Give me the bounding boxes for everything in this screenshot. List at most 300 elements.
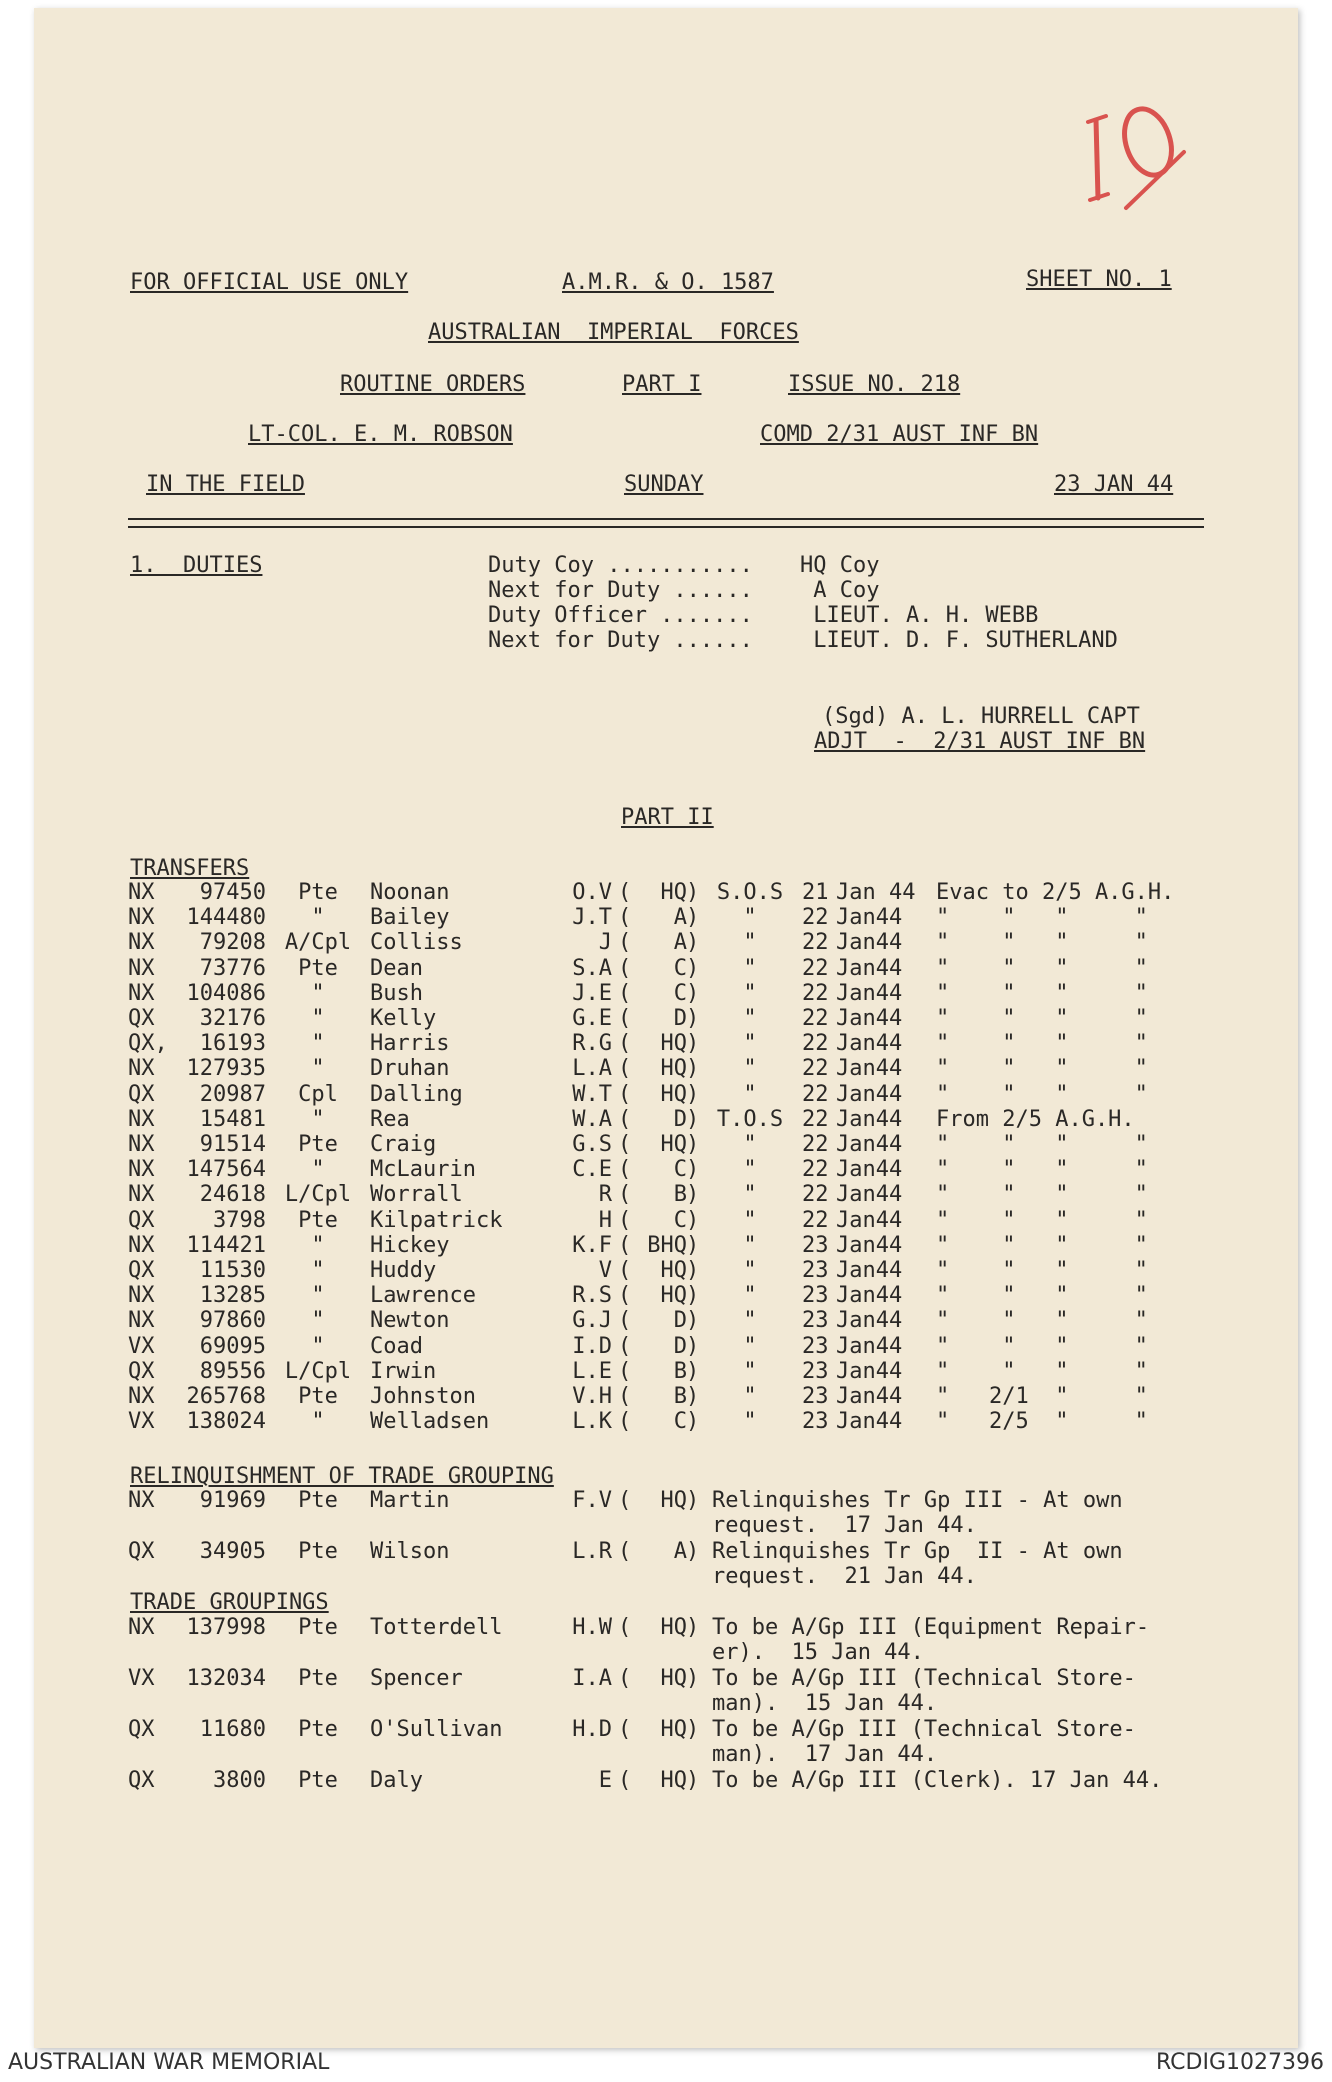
service-number: 3798 xyxy=(213,1207,266,1233)
entry-text-line1: To be A/Gp III (Equipment Repair- xyxy=(712,1615,1150,1640)
month-year: Jan44 xyxy=(836,1106,903,1132)
entry-text-line2: request. 17 Jan 44. xyxy=(712,1513,977,1538)
company: HQ xyxy=(660,1283,687,1309)
surname: Irwin xyxy=(370,1358,437,1384)
surname: Johnston xyxy=(370,1384,476,1409)
service-prefix: QX xyxy=(128,1539,155,1564)
transfer-action: From 2/5 A.G.H. xyxy=(936,1106,1135,1132)
entry-text-line2: er). 15 Jan 44. xyxy=(712,1640,924,1665)
month-year: Jan44 xyxy=(836,1182,903,1208)
close-paren: ) xyxy=(686,1615,700,1640)
initials: K.F xyxy=(572,1232,612,1258)
open-paren: ( xyxy=(618,1081,632,1107)
open-paren: ( xyxy=(618,1182,632,1208)
strength-type: S.O.S xyxy=(716,880,784,905)
close-paren: ) xyxy=(686,1132,700,1157)
day-of-month: 23 xyxy=(802,1409,829,1435)
rank: " xyxy=(311,1006,325,1031)
service-number: 91969 xyxy=(199,1488,266,1513)
open-paren: ( xyxy=(618,1768,632,1793)
transfer-action: " " " " xyxy=(936,1182,1148,1208)
close-paren: ) xyxy=(686,1157,700,1183)
company: D xyxy=(673,1333,687,1359)
initials: L.R xyxy=(572,1539,612,1564)
open-paren: ( xyxy=(618,1409,632,1435)
rank: " xyxy=(311,980,325,1006)
rank: Pte xyxy=(298,1207,338,1233)
initials: S.A xyxy=(572,955,612,981)
company: C xyxy=(673,980,687,1006)
archive-reference: RCDIG1027396 xyxy=(1155,2050,1324,2075)
close-paren: ) xyxy=(686,1308,700,1334)
initials: J.E xyxy=(572,980,612,1006)
open-paren: ( xyxy=(618,1308,632,1334)
initials: G.J xyxy=(572,1308,612,1334)
rank: Pte xyxy=(298,1488,338,1513)
month-year: Jan44 xyxy=(836,1031,903,1057)
rank: " xyxy=(311,1258,325,1283)
initials: I.D xyxy=(572,1333,612,1359)
service-prefix: NX xyxy=(128,905,155,931)
day-of-month: 22 xyxy=(802,1132,829,1157)
service-number: 79208 xyxy=(199,930,266,956)
service-prefix: QX xyxy=(128,1081,155,1107)
initials: R xyxy=(598,1182,612,1208)
day-of-month: 22 xyxy=(802,905,829,931)
company: D xyxy=(673,1308,687,1334)
company: HQ xyxy=(660,1615,687,1640)
close-paren: ) xyxy=(686,1207,700,1233)
service-prefix: NX xyxy=(128,1488,155,1513)
entry-text-line2: man). 17 Jan 44. xyxy=(712,1742,938,1767)
month-year: Jan44 xyxy=(836,955,903,981)
open-paren: ( xyxy=(618,880,632,905)
company: C xyxy=(673,1157,687,1183)
strength-type: " xyxy=(743,1081,757,1107)
strength-type: " xyxy=(743,1283,757,1309)
service-prefix: NX xyxy=(128,1056,155,1082)
service-number: 97450 xyxy=(199,880,266,905)
company: B xyxy=(673,1358,687,1384)
close-paren: ) xyxy=(686,905,700,931)
open-paren: ( xyxy=(618,1232,632,1258)
duty-label: Duty Officer ....... xyxy=(488,603,753,628)
initials: W.T xyxy=(572,1081,612,1107)
surname: Coad xyxy=(370,1333,423,1359)
surname: Craig xyxy=(370,1132,437,1157)
surname: Daly xyxy=(370,1768,423,1793)
open-paren: ( xyxy=(618,1488,632,1513)
company: HQ xyxy=(660,1056,687,1082)
surname: Dalling xyxy=(370,1081,463,1107)
strength-type: " xyxy=(743,980,757,1006)
day-of-month: 22 xyxy=(802,1207,829,1233)
day-of-month: 23 xyxy=(802,1283,829,1309)
month-year: Jan44 xyxy=(836,1157,903,1183)
service-prefix: NX xyxy=(128,955,155,981)
open-paren: ( xyxy=(618,1258,632,1283)
month-year: Jan44 xyxy=(836,1207,903,1233)
day-of-month: 22 xyxy=(802,1006,829,1031)
rank: Pte xyxy=(298,1132,338,1157)
transfer-action: " " " " xyxy=(936,1283,1148,1309)
open-paren: ( xyxy=(618,955,632,981)
initials: V xyxy=(598,1258,612,1283)
service-number: 91514 xyxy=(199,1132,266,1157)
initials: V.H xyxy=(572,1384,612,1409)
company: A xyxy=(673,930,687,956)
open-paren: ( xyxy=(618,1132,632,1157)
surname: Colliss xyxy=(370,930,463,956)
initials: I.A xyxy=(572,1666,612,1691)
day-of-month: 22 xyxy=(802,930,829,956)
initials: R.G xyxy=(572,1031,612,1057)
day-of-month: 22 xyxy=(802,955,829,981)
close-paren: ) xyxy=(686,1031,700,1057)
company: HQ xyxy=(660,1717,687,1742)
rank: L/Cpl xyxy=(284,1182,352,1208)
rank: Pte xyxy=(298,880,338,905)
day-of-month: 22 xyxy=(802,1106,829,1132)
service-prefix: NX xyxy=(128,880,155,905)
service-number: 32176 xyxy=(199,1006,266,1031)
duty-value: HQ Coy xyxy=(800,553,880,578)
duties-heading: 1. DUTIES xyxy=(130,553,263,578)
entry-text-line1: To be A/Gp III (Clerk). 17 Jan 44. xyxy=(712,1768,1163,1793)
close-paren: ) xyxy=(686,1081,700,1107)
close-paren: ) xyxy=(686,1539,700,1564)
close-paren: ) xyxy=(686,1409,700,1435)
company: HQ xyxy=(660,1488,687,1513)
month-year: Jan44 xyxy=(836,980,903,1006)
service-number: 104086 xyxy=(186,980,266,1006)
rank: " xyxy=(311,1409,325,1435)
month-year: Jan44 xyxy=(836,1258,903,1283)
trade-groupings-heading: TRADE GROUPINGS xyxy=(130,1590,329,1615)
rank: Cpl xyxy=(298,1081,338,1107)
service-number: 3800 xyxy=(213,1768,266,1793)
service-number: 13285 xyxy=(199,1283,266,1309)
rank: Pte xyxy=(298,1384,338,1409)
transfer-action: " " " " xyxy=(936,980,1148,1006)
service-number: 138024 xyxy=(186,1409,266,1435)
service-number: 69095 xyxy=(199,1333,266,1359)
close-paren: ) xyxy=(686,980,700,1006)
day-of-month: 23 xyxy=(802,1308,829,1334)
transfer-action: " " " " xyxy=(936,905,1148,931)
initials: L.K xyxy=(572,1409,612,1435)
transfer-action: " " " " xyxy=(936,1358,1148,1384)
open-paren: ( xyxy=(618,980,632,1006)
surname: Kelly xyxy=(370,1006,437,1031)
service-prefix: NX xyxy=(128,1106,155,1132)
initials: R.S xyxy=(572,1283,612,1309)
rank: " xyxy=(311,1056,325,1082)
service-number: 147564 xyxy=(186,1157,266,1183)
transfer-action: " " " " xyxy=(936,1081,1148,1107)
force-title: AUSTRALIAN IMPERIAL FORCES xyxy=(428,320,799,345)
close-paren: ) xyxy=(686,1056,700,1082)
rank: " xyxy=(311,1031,325,1057)
entry-text-line2: request. 21 Jan 44. xyxy=(712,1564,977,1589)
strength-type: " xyxy=(743,1232,757,1258)
rank: " xyxy=(311,1333,325,1359)
service-prefix: NX xyxy=(128,930,155,956)
strength-type: " xyxy=(743,1333,757,1359)
close-paren: ) xyxy=(686,955,700,981)
strength-type: T.O.S xyxy=(716,1106,784,1132)
service-prefix: QX xyxy=(128,1207,155,1233)
day: SUNDAY xyxy=(624,472,704,497)
transfer-action: " " " " xyxy=(936,930,1148,956)
surname: Totterdell xyxy=(370,1615,503,1640)
service-prefix: NX xyxy=(128,980,155,1006)
company: BHQ xyxy=(647,1232,687,1258)
transfer-action: " " " " xyxy=(936,1056,1148,1082)
open-paren: ( xyxy=(618,930,632,956)
month-year: Jan44 xyxy=(836,1358,903,1384)
header-rule-top xyxy=(128,518,1204,520)
month-year: Jan44 xyxy=(836,1006,903,1031)
strength-type: " xyxy=(743,1358,757,1384)
open-paren: ( xyxy=(618,1666,632,1691)
surname: Noonan xyxy=(370,880,450,905)
month-year: Jan44 xyxy=(836,1132,903,1157)
issue-number: ISSUE NO. 218 xyxy=(788,372,961,397)
transfer-action: " 2/1 " " xyxy=(936,1384,1148,1409)
month-year: Jan44 xyxy=(836,1409,903,1435)
service-prefix: QX xyxy=(128,1358,155,1384)
rank: " xyxy=(311,1106,325,1132)
initials: H xyxy=(598,1207,612,1233)
open-paren: ( xyxy=(618,1157,632,1183)
company: HQ xyxy=(660,1768,687,1793)
transfer-action: Evac to 2/5 A.G.H. xyxy=(936,880,1175,905)
service-prefix: QX xyxy=(128,1768,155,1793)
surname: McLaurin xyxy=(370,1157,476,1183)
duty-label: Duty Coy ........... xyxy=(488,553,753,578)
company: A xyxy=(673,1539,687,1564)
service-number: 132034 xyxy=(186,1666,266,1691)
initials: G.E xyxy=(572,1006,612,1031)
part-label: PART I xyxy=(622,372,702,397)
surname: Huddy xyxy=(370,1258,437,1283)
transfer-action: " " " " xyxy=(936,1258,1148,1283)
service-prefix: NX xyxy=(128,1308,155,1334)
day-of-month: 22 xyxy=(802,1031,829,1057)
open-paren: ( xyxy=(618,1615,632,1640)
day-of-month: 22 xyxy=(802,1182,829,1208)
service-number: 16193 xyxy=(199,1031,266,1057)
part-two-title: PART II xyxy=(621,805,714,830)
close-paren: ) xyxy=(686,1768,700,1793)
entry-text-line2: man). 15 Jan 44. xyxy=(712,1691,938,1716)
rank: L/Cpl xyxy=(284,1358,352,1384)
service-number: 127935 xyxy=(186,1056,266,1082)
location: IN THE FIELD xyxy=(146,472,305,497)
service-number: 89556 xyxy=(199,1358,266,1384)
strength-type: " xyxy=(743,1132,757,1157)
form-reference: A.M.R. & O. 1587 xyxy=(562,270,774,295)
surname: Welladsen xyxy=(370,1409,490,1435)
close-paren: ) xyxy=(686,930,700,956)
rank: " xyxy=(311,1308,325,1334)
company: A xyxy=(673,905,687,931)
surname: Hickey xyxy=(370,1232,450,1258)
routine-orders-label: ROUTINE ORDERS xyxy=(340,372,526,397)
strength-type: " xyxy=(743,955,757,981)
folio-number-mark xyxy=(1066,80,1206,220)
service-prefix: NX xyxy=(128,1615,155,1640)
open-paren: ( xyxy=(618,1056,632,1082)
surname: O'Sullivan xyxy=(370,1717,503,1742)
rank: " xyxy=(311,1157,325,1183)
close-paren: ) xyxy=(686,1106,700,1132)
duty-value: LIEUT. D. F. SUTHERLAND xyxy=(800,628,1118,653)
entry-text-line1: To be A/Gp III (Technical Store- xyxy=(712,1717,1136,1742)
company: C xyxy=(673,1409,687,1435)
transfer-action: " " " " xyxy=(936,1333,1148,1359)
surname: Lawrence xyxy=(370,1283,476,1309)
service-number: 114421 xyxy=(186,1232,266,1258)
month-year: Jan44 xyxy=(836,930,903,956)
day-of-month: 23 xyxy=(802,1333,829,1359)
service-prefix: NX xyxy=(128,1182,155,1208)
close-paren: ) xyxy=(686,880,700,905)
day-of-month: 22 xyxy=(802,980,829,1006)
company: C xyxy=(673,955,687,981)
date: 23 JAN 44 xyxy=(1054,472,1174,497)
rank: " xyxy=(311,1232,325,1258)
transfer-action: " " " " xyxy=(936,1157,1148,1183)
service-prefix: NX xyxy=(128,1283,155,1309)
company: B xyxy=(673,1182,687,1208)
open-paren: ( xyxy=(618,1717,632,1742)
command-unit: COMD 2/31 AUST INF BN xyxy=(760,422,1039,447)
close-paren: ) xyxy=(686,1384,700,1409)
rank: Pte xyxy=(298,1539,338,1564)
strength-type: " xyxy=(743,930,757,956)
close-paren: ) xyxy=(686,1283,700,1309)
company: C xyxy=(673,1207,687,1233)
signature-title: ADJT - 2/31 AUST INF BN xyxy=(814,729,1146,754)
strength-type: " xyxy=(743,1182,757,1208)
day-of-month: 22 xyxy=(802,1157,829,1183)
service-prefix: QX xyxy=(128,1006,155,1031)
rank: A/Cpl xyxy=(284,930,352,956)
service-number: 73776 xyxy=(199,955,266,981)
initials: C.E xyxy=(572,1157,612,1183)
service-prefix: VX xyxy=(128,1333,155,1359)
transfer-action: " " " " xyxy=(936,1308,1148,1334)
svg-text:10: 10 xyxy=(1066,80,1068,81)
service-number: 34905 xyxy=(199,1539,266,1564)
month-year: Jan44 xyxy=(836,1081,903,1107)
service-number: 24618 xyxy=(199,1182,266,1208)
archive-name: AUSTRALIAN WAR MEMORIAL xyxy=(8,2050,330,2075)
close-paren: ) xyxy=(686,1717,700,1742)
open-paren: ( xyxy=(618,1207,632,1233)
strength-type: " xyxy=(743,1308,757,1334)
sheet-number: SHEET NO. 1 xyxy=(1026,267,1172,292)
strength-type: " xyxy=(743,905,757,931)
open-paren: ( xyxy=(618,1106,632,1132)
open-paren: ( xyxy=(618,905,632,931)
surname: Druhan xyxy=(370,1056,450,1082)
close-paren: ) xyxy=(686,1258,700,1283)
entry-text-line1: To be A/Gp III (Technical Store- xyxy=(712,1666,1136,1691)
day-of-month: 23 xyxy=(802,1232,829,1258)
initials: J.T xyxy=(572,905,612,931)
transfers-heading: TRANSFERS xyxy=(130,856,250,881)
close-paren: ) xyxy=(686,1006,700,1031)
transfer-action: " " " " xyxy=(936,955,1148,981)
day-of-month: 22 xyxy=(802,1081,829,1107)
strength-type: " xyxy=(743,1056,757,1082)
surname: Worrall xyxy=(370,1182,463,1208)
close-paren: ) xyxy=(686,1232,700,1258)
day-of-month: 21 xyxy=(802,880,829,905)
company: D xyxy=(673,1106,687,1132)
month-year: Jan44 xyxy=(836,1333,903,1359)
surname: Wilson xyxy=(370,1539,450,1564)
initials: E xyxy=(598,1768,612,1793)
open-paren: ( xyxy=(618,1358,632,1384)
rank: Pte xyxy=(298,1666,338,1691)
open-paren: ( xyxy=(618,1006,632,1031)
month-year: Jan44 xyxy=(836,1056,903,1082)
rank: " xyxy=(311,1283,325,1309)
signature-line: (Sgd) A. L. HURRELL CAPT xyxy=(822,704,1140,729)
surname: Spencer xyxy=(370,1666,463,1691)
initials: L.A xyxy=(572,1056,612,1082)
rank: Pte xyxy=(298,1615,338,1640)
service-number: 265768 xyxy=(186,1384,266,1409)
transfer-action: " " " " xyxy=(936,1031,1148,1057)
transfer-action: " " " " xyxy=(936,1207,1148,1233)
initials: G.S xyxy=(572,1132,612,1157)
strength-type: " xyxy=(743,1258,757,1283)
company: HQ xyxy=(660,1031,687,1057)
service-prefix: QX, xyxy=(128,1031,168,1057)
service-number: 11680 xyxy=(199,1717,266,1742)
strength-type: " xyxy=(743,1006,757,1031)
service-prefix: NX xyxy=(128,1232,155,1258)
rank: " xyxy=(311,905,325,931)
rank: Pte xyxy=(298,1768,338,1793)
service-prefix: QX xyxy=(128,1717,155,1742)
service-prefix: QX xyxy=(128,1258,155,1283)
open-paren: ( xyxy=(618,1283,632,1309)
close-paren: ) xyxy=(686,1182,700,1208)
month-year: Jan44 xyxy=(836,1308,903,1334)
surname: Rea xyxy=(370,1106,410,1132)
surname: Martin xyxy=(370,1488,450,1513)
company: HQ xyxy=(660,1666,687,1691)
commander-name: LT-COL. E. M. ROBSON xyxy=(248,422,513,447)
transfer-action: " " " " xyxy=(936,1132,1148,1157)
company: HQ xyxy=(660,880,687,905)
service-prefix: NX xyxy=(128,1132,155,1157)
surname: Bush xyxy=(370,980,423,1006)
service-prefix: NX xyxy=(128,1384,155,1409)
transfer-action: " 2/5 " " xyxy=(936,1409,1148,1435)
relinquishment-heading: RELINQUISHMENT OF TRADE GROUPING xyxy=(130,1464,554,1489)
surname: Kilpatrick xyxy=(370,1207,503,1233)
close-paren: ) xyxy=(686,1488,700,1513)
month-year: Jan44 xyxy=(836,905,903,931)
day-of-month: 23 xyxy=(802,1358,829,1384)
